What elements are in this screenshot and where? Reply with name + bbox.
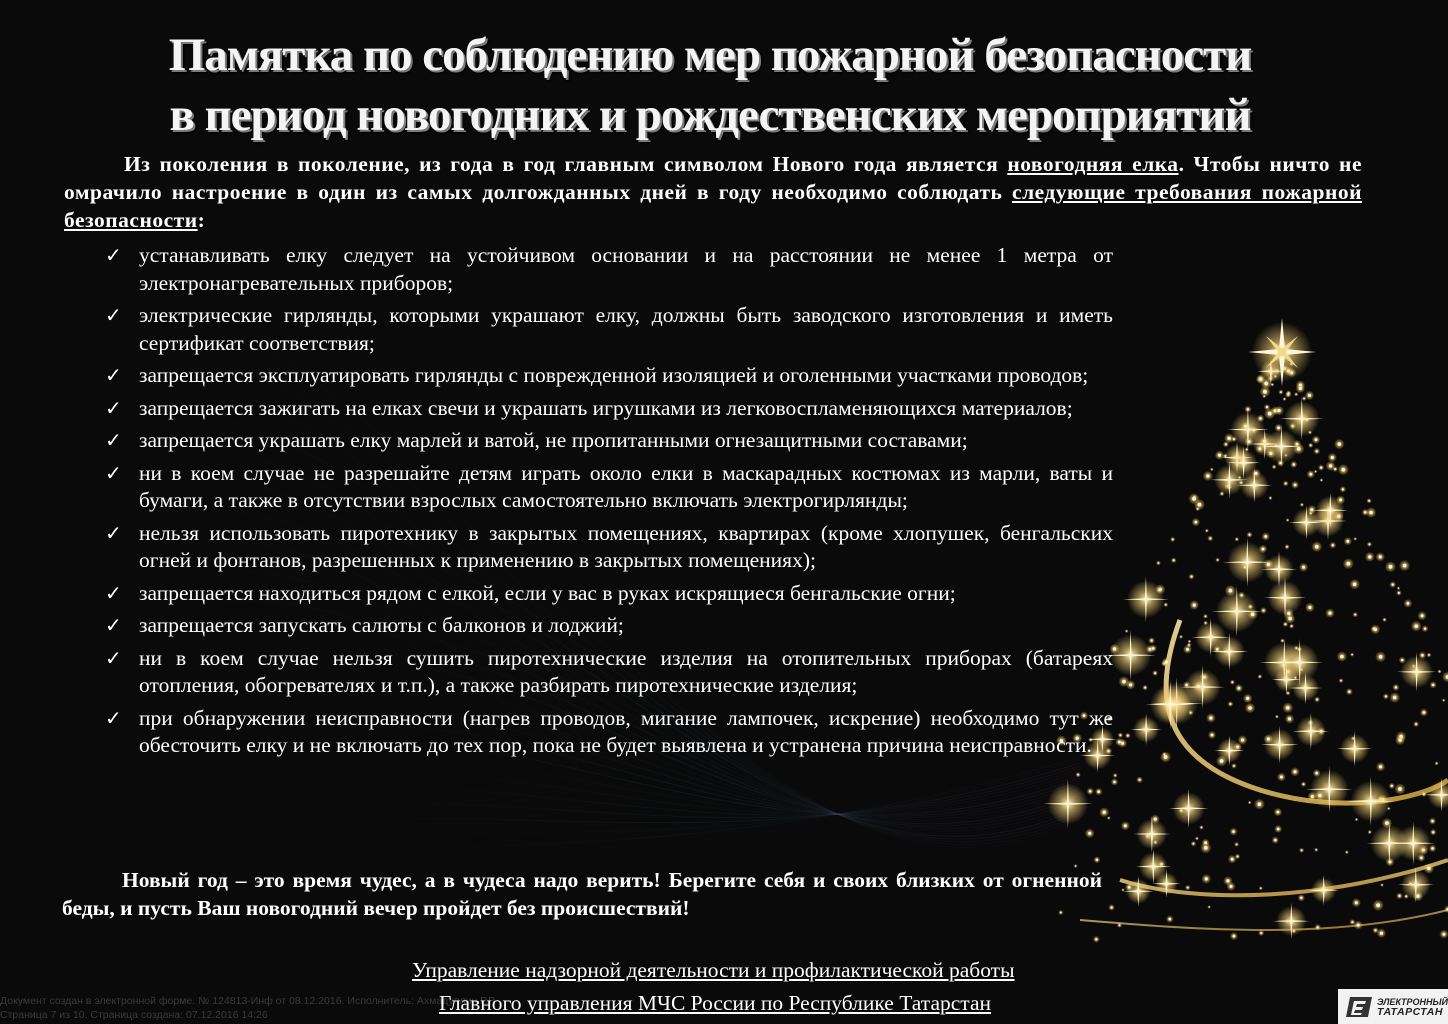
tree-sparkle (1223, 441, 1229, 447)
list-item (105, 520, 1113, 575)
tree-sparkle (1345, 850, 1349, 854)
tree-sparkle (1300, 503, 1304, 507)
tree-sparkle (1043, 779, 1093, 829)
tree-sparkle (1418, 611, 1427, 620)
tree-sparkle (1203, 471, 1213, 481)
tree-sparkle (1170, 537, 1175, 542)
tree-sparkle (1315, 790, 1325, 800)
tree-sparkle (1383, 693, 1389, 699)
tree-sparkle (1283, 397, 1287, 401)
badge-line2: ТАТАРСТАН (1376, 1005, 1443, 1018)
tree-sparkle (1108, 904, 1115, 911)
tree-sparkle (1247, 604, 1253, 610)
tree-sparkle (1404, 599, 1413, 608)
tree-sparkle (1444, 905, 1448, 913)
tree-sparkle (1366, 498, 1371, 503)
list-item (105, 645, 1113, 700)
check-icon: ✓ (105, 303, 122, 327)
tree-sparkle (1442, 671, 1448, 682)
tree-sparkle (1259, 886, 1263, 890)
tree-sparkle (1293, 713, 1330, 750)
tree-sparkle (1243, 694, 1253, 704)
intro-text: : (197, 208, 206, 232)
tree-sparkle (1118, 676, 1129, 687)
tree-sparkle (1375, 651, 1386, 662)
tree-sparkle (1207, 905, 1211, 909)
tree-sparkle (1216, 755, 1227, 766)
tree-sparkle (1365, 552, 1375, 562)
tree-sparkle (1228, 855, 1237, 864)
tree-sparkle (1346, 688, 1353, 695)
tree-sparkle (1338, 464, 1349, 475)
list-item (105, 580, 1113, 608)
tree-sparkle (1298, 894, 1305, 901)
electronic-tatarstan-logo-icon (1346, 995, 1374, 1019)
electronic-tatarstan-badge (1338, 989, 1448, 1024)
document-footer-line1: Документ создан в электронной форме. № 124813-Инф от 08.12.2016. Исполнитель: Ахмадуллин Р.Р. (0, 995, 497, 1007)
tree-sparkle (1291, 481, 1299, 489)
tree-sparkle (1395, 735, 1405, 745)
tree-sparkle (1230, 828, 1238, 836)
tree-sparkle (1125, 883, 1134, 892)
tree-sparkle (1152, 670, 1158, 676)
intro-paragraph (64, 150, 1362, 234)
tree-sparkle (1305, 603, 1315, 613)
tree-sparkle (1285, 714, 1295, 724)
tree-sparkle (1225, 585, 1236, 596)
tree-sparkle (1376, 552, 1385, 561)
badge-line1: ЭЛЕКТРОННЫЙ (1376, 996, 1448, 1007)
rule-text: ни в коем случае не разрешайте детям играть около елки в маскарадных костюмах из марли, ваты и бумаги, а также в отсутствии взрослых самостоятельно включать электрогирлянды; (139, 460, 1113, 512)
tree-sparkle (1349, 579, 1360, 590)
check-icon: ✓ (105, 243, 122, 267)
tree-sparkle (1199, 825, 1204, 830)
tree-sparkle (1396, 590, 1402, 596)
rule-text: нельзя использовать пиротехнику в закрытых помещениях, квартирах (кроме хлопушек, бенгальских огней и фонтанов, разрешенных к применению в закрытых помещениях); (139, 520, 1113, 572)
tree-sparkle (1148, 637, 1155, 644)
tree-sparkle (1210, 468, 1214, 472)
rule-text: при обнаружении неисправности (нагрев проводов, мигание лампочек, искрение) необходимо тут же обесточить елку и не включать до тех пор, пока не будет выявлена и устранена причина неисправности. (139, 705, 1113, 757)
tree-sparkle (1272, 464, 1277, 469)
tree-sparkle (1230, 680, 1235, 685)
tree-sparkle (1296, 384, 1306, 394)
tree-sparkle (1203, 614, 1208, 619)
closing-message: Новый год – это время чудес, а в чудеса надо верить! Берегите себя и своих близких от огненной беды, и пусть Ваш новогодний вечер пройдет без происшествий! (62, 868, 1102, 920)
tree-sparkle (1389, 692, 1400, 703)
tree-sparkle (1125, 629, 1129, 633)
tree-sparkle (1111, 778, 1118, 785)
rule-text: запрещается украшать елку марлей и ватой, не пропитанными огнезащитными составами; (139, 428, 968, 452)
badge-text (1377, 997, 1448, 1017)
swirl-ribbon (1080, 910, 1448, 930)
tree-sparkle (1274, 808, 1283, 817)
tree-sparkle (1272, 836, 1279, 843)
tree-sparkle (1420, 708, 1428, 716)
tree-sparkle (1313, 769, 1321, 777)
wave-line (280, 772, 1080, 814)
tree-sparkle (1202, 839, 1210, 847)
tree-sparkle (1371, 626, 1376, 631)
tree-sparkle (1422, 625, 1429, 632)
tree-sparkle (1178, 808, 1184, 814)
tree-sparkle (1186, 642, 1191, 647)
tree-sparkle (1185, 885, 1191, 891)
list-item (105, 705, 1113, 760)
tree-sparkle (1439, 930, 1448, 939)
tree-sparkle (1344, 537, 1352, 545)
tree-sparkle (1228, 701, 1234, 707)
document-footer-line2: Страница 7 из 10. Страница создана: 07.12.2016 14:26 (0, 1009, 268, 1021)
tree-sparkle (1352, 612, 1358, 618)
tree-sparkle (1372, 927, 1378, 933)
tree-sparkle (1260, 437, 1269, 446)
list-item (105, 302, 1113, 357)
tree-sparkle (1162, 657, 1171, 666)
tree-sparkle (1286, 518, 1290, 522)
tree-sparkle (1238, 592, 1245, 599)
tree-sparkle (1262, 395, 1266, 399)
tree-sparkle (1299, 563, 1308, 572)
tree-sparkle (1256, 445, 1265, 454)
tree-sparkle (1087, 788, 1094, 795)
signature-line1: Управление надзорной деятельности и профилактической работы (412, 958, 1015, 982)
list-item (105, 395, 1113, 423)
tree-sparkle (1248, 801, 1252, 805)
page-title-line2: в период новогодних и рождественских мероприятий (169, 89, 1251, 141)
rule-text: запрещается находиться рядом с елкой, если у вас в руках искрящиеся бенгальские огни; (139, 580, 956, 605)
tree-sparkle (1149, 645, 1157, 653)
tree-sparkle (1179, 635, 1183, 639)
tree-sparkle (1429, 818, 1436, 825)
intro-highlight-requirements: следующие требования пожарной безопасности (64, 180, 1363, 232)
tree-sparkle (1290, 767, 1299, 776)
tree-sparkle (1136, 777, 1143, 784)
tree-sparkle (1372, 900, 1383, 911)
tree-sparkle (1437, 669, 1441, 673)
tree-sparkle (1075, 772, 1080, 777)
tree-sparkle (1280, 638, 1285, 643)
tree-sparkle (1389, 581, 1396, 588)
tree-sparkle (1189, 600, 1199, 610)
tree-sparkle (1246, 532, 1252, 538)
tree-sparkle (1207, 535, 1213, 541)
tree-sparkle (1193, 681, 1204, 692)
list-item (105, 427, 1113, 455)
tree-sparkle (1280, 662, 1287, 669)
tree-sparkle (1274, 406, 1284, 416)
tree-sparkle (1413, 891, 1424, 902)
tree-sparkle (1254, 799, 1265, 810)
tree-sparkle (1286, 691, 1291, 696)
tree-sparkle (1421, 791, 1427, 797)
tree-sparkle (1245, 703, 1256, 714)
tree-sparkle (1318, 464, 1324, 470)
tree-sparkle (1171, 557, 1177, 563)
tree-sparkle (1392, 684, 1399, 691)
tree-sparkle (1382, 818, 1393, 829)
tree-sparkle (1311, 541, 1322, 552)
tree-sparkle (1389, 783, 1395, 789)
tree-sparkle (1268, 496, 1272, 500)
tree-sparkle (1118, 732, 1124, 738)
tree-sparkle (1314, 924, 1321, 931)
check-icon: ✓ (105, 363, 122, 387)
check-icon: ✓ (105, 705, 122, 730)
tree-sparkle (1195, 507, 1200, 512)
tree-sparkle (1282, 702, 1293, 713)
tree-sparkle (1336, 495, 1345, 504)
tree-sparkle (1399, 560, 1410, 571)
tree-sparkle (1419, 652, 1427, 660)
tree-sparkle (1340, 486, 1347, 493)
tree-sparkle (1099, 807, 1109, 817)
tree-sparkle (1260, 607, 1267, 614)
tree-sparkle (1285, 919, 1290, 924)
list-item (105, 612, 1113, 640)
tree-sparkle (1314, 848, 1318, 852)
tree-sparkle (1368, 830, 1372, 834)
tree-sparkle (1113, 773, 1118, 778)
tree-sparkle (1277, 459, 1285, 467)
tree-sparkle (1430, 681, 1437, 688)
rule-text: запрещается зажигать на елках свечи и украшать игрушками из легковоспламеняющихся материалов; (139, 395, 1073, 420)
tree-sparkle (1290, 461, 1297, 468)
tree-sparkle (1343, 558, 1354, 569)
tree-sparkle (1093, 936, 1100, 943)
tree-sparkle (1157, 588, 1162, 593)
tree-sparkle (1213, 646, 1221, 654)
tree-sparkle (1424, 863, 1435, 874)
tree-sparkle (1162, 752, 1167, 757)
rule-text: запрещается запускать салюты с балконов и лоджий; (139, 613, 624, 637)
tree-sparkle (1307, 470, 1315, 478)
tree-sparkle (1320, 478, 1324, 482)
tree-sparkle (1163, 602, 1168, 607)
tree-sparkle (1191, 841, 1197, 847)
tree-sparkle (1411, 621, 1422, 632)
tree-sparkle (1291, 928, 1296, 933)
tree-sparkle (1305, 391, 1315, 401)
rule-text: устанавливать елку следует на устойчивом основании и на расстоянии не менее 1 метра от электронагревательных приборов; (139, 243, 1113, 295)
tree-sparkle (1247, 609, 1258, 620)
tree-sparkle (1195, 837, 1199, 841)
tree-sparkle (1354, 921, 1363, 930)
tree-sparkle (1396, 893, 1403, 900)
tree-sparkle (1250, 426, 1258, 434)
tree-sparkle (1263, 559, 1274, 570)
tree-sparkle (1293, 440, 1301, 448)
tree-sparkle (1133, 815, 1170, 852)
tree-sparkle (1206, 713, 1216, 723)
safety-rules-list (105, 242, 1113, 765)
tree-sparkle (1435, 761, 1439, 765)
list-item (105, 242, 1113, 297)
tree-sparkle (1289, 624, 1294, 629)
tree-sparkle (1123, 576, 1169, 622)
tree-sparkle (1334, 439, 1345, 450)
tree-sparkle (1284, 544, 1289, 549)
tree-sparkle (1107, 816, 1111, 820)
tree-sparkle (1308, 875, 1339, 906)
tree-sparkle (1337, 731, 1373, 767)
tree-sparkle (1382, 617, 1387, 622)
tree-sparkle (1312, 435, 1321, 444)
tree-sparkle (1350, 653, 1354, 657)
tree-sparkle (1095, 788, 1103, 796)
tree-sparkle (1258, 930, 1264, 936)
tree-sparkle (1325, 608, 1335, 618)
tree-sparkle (1142, 685, 1148, 691)
tree-sparkle (1115, 738, 1123, 746)
tree-sparkle (1117, 923, 1122, 928)
tree-sparkle (1215, 558, 1220, 563)
tree-sparkle (1121, 888, 1125, 892)
intro-text: Из поколения в поколение, из года в год главным символом Нового года является (124, 152, 1008, 176)
tree-sparkle (1262, 532, 1270, 540)
tree-sparkle (1230, 932, 1238, 940)
check-icon: ✓ (105, 395, 122, 420)
tree-sparkle (1442, 699, 1446, 703)
tree-sparkle (1093, 856, 1100, 863)
tree-sparkle (1394, 783, 1405, 794)
tree-sparkle (1283, 481, 1289, 487)
tree-sparkle (1314, 697, 1320, 703)
tree-sparkle (1430, 829, 1437, 836)
tree-sparkle (1278, 390, 1283, 395)
tree-sparkle (1274, 424, 1282, 432)
tree-sparkle (1275, 715, 1279, 719)
tree-sparkle (1301, 781, 1307, 787)
tree-sparkle (1427, 653, 1432, 658)
tree-sparkle (1223, 876, 1232, 885)
tree-sparkle (1313, 448, 1320, 455)
tree-sparkle (1294, 646, 1299, 651)
tree-sparkle (1285, 613, 1296, 624)
tree-sparkle (1189, 574, 1195, 580)
tree-sparkle (1329, 542, 1336, 549)
tree-sparkle (1413, 721, 1419, 727)
tree-sparkle (1309, 511, 1313, 515)
list-item (105, 362, 1113, 390)
rule-text: запрещается эксплуатировать гирлянды с поврежденной изоляцией и оголенными участками проводов; (139, 363, 1089, 387)
rule-text: электрические гирлянды, которыми украшают елку, должны быть заводского изготовления и иметь сертификат соответствия; (139, 303, 1113, 355)
tree-sparkle (1205, 529, 1209, 533)
tree-sparkle (1308, 443, 1313, 448)
tree-sparkle (1352, 898, 1361, 907)
tree-sparkle (1203, 621, 1208, 626)
tree-sparkle (1385, 561, 1396, 572)
tree-sparkle (1235, 537, 1240, 542)
tree-sparkle (1337, 651, 1348, 662)
tree-sparkle (1234, 842, 1239, 847)
tree-sparkle (1286, 390, 1292, 396)
tree-sparkle (1264, 404, 1270, 410)
rule-text: ни в коем случае нельзя сушить пиротехнические изделия на отопительных приборах (батареях отопления, обогревателях и т.п.), а также разбирать пиротехнические изделия; (139, 645, 1113, 697)
tree-sparkle (1367, 542, 1372, 547)
tree-sparkle (1125, 733, 1131, 739)
check-icon: ✓ (105, 460, 122, 485)
tree-sparkle (1231, 763, 1237, 769)
tree-sparkle (1208, 731, 1216, 739)
tree-sparkle (1192, 518, 1201, 527)
tree-sparkle (1235, 684, 1243, 692)
tree-sparkle (1201, 874, 1211, 884)
tree-sparkle (1424, 778, 1448, 812)
list-item (105, 460, 1113, 515)
tree-sparkle (1376, 762, 1385, 771)
tree-sparkle (1241, 422, 1250, 431)
tree-sparkle (1299, 848, 1304, 853)
tree-sparkle (1332, 466, 1338, 472)
tree-sparkle (1404, 894, 1409, 899)
tree-sparkle (1219, 491, 1224, 496)
intro-text: . Чтобы ничто не омрачило настроение в один из самых долгожданных дней в году необходимо соблюдать (64, 152, 1362, 204)
intro-highlight-tree: новогодняя елка (1007, 152, 1179, 176)
tree-sparkle (1261, 726, 1299, 764)
tree-sparkle (1408, 881, 1413, 886)
tree-sparkle (1339, 678, 1344, 683)
check-icon: ✓ (105, 645, 122, 670)
check-icon: ✓ (105, 520, 122, 545)
tree-sparkle (1294, 392, 1298, 396)
tree-sparkle (1362, 509, 1369, 516)
check-icon: ✓ (105, 580, 122, 605)
tree-sparkle (1259, 545, 1268, 554)
check-icon: ✓ (105, 613, 122, 637)
check-icon: ✓ (105, 428, 122, 452)
tree-sparkle (1242, 565, 1247, 570)
tree-sparkle (1156, 561, 1161, 566)
tree-sparkle (1353, 537, 1357, 541)
tree-sparkle (1397, 586, 1401, 590)
tree-sparkle (1380, 883, 1384, 887)
tree-sparkle (1304, 417, 1310, 423)
tree-sparkle (1188, 493, 1199, 504)
tree-sparkle (1386, 857, 1395, 866)
tree-sparkle (1273, 903, 1310, 940)
tree-sparkle (1258, 674, 1263, 679)
tree-sparkle (1328, 453, 1337, 462)
page-title-line1: Памятка по соблюдению мер пожарной безопасности (168, 29, 1252, 81)
tree-sparkle (1085, 828, 1095, 838)
tree-sparkle (1284, 454, 1288, 458)
tree-sparkle (1166, 915, 1174, 923)
tree-sparkle (1274, 825, 1282, 833)
tree-sparkle (1277, 773, 1286, 782)
tree-sparkle (1169, 789, 1209, 829)
tree-sparkle (1121, 821, 1130, 830)
tree-sparkle (1355, 818, 1359, 822)
tree-sparkle (1244, 406, 1251, 413)
signature-line2: Главного управления МЧС России по Республике Татарстан (439, 991, 991, 1015)
